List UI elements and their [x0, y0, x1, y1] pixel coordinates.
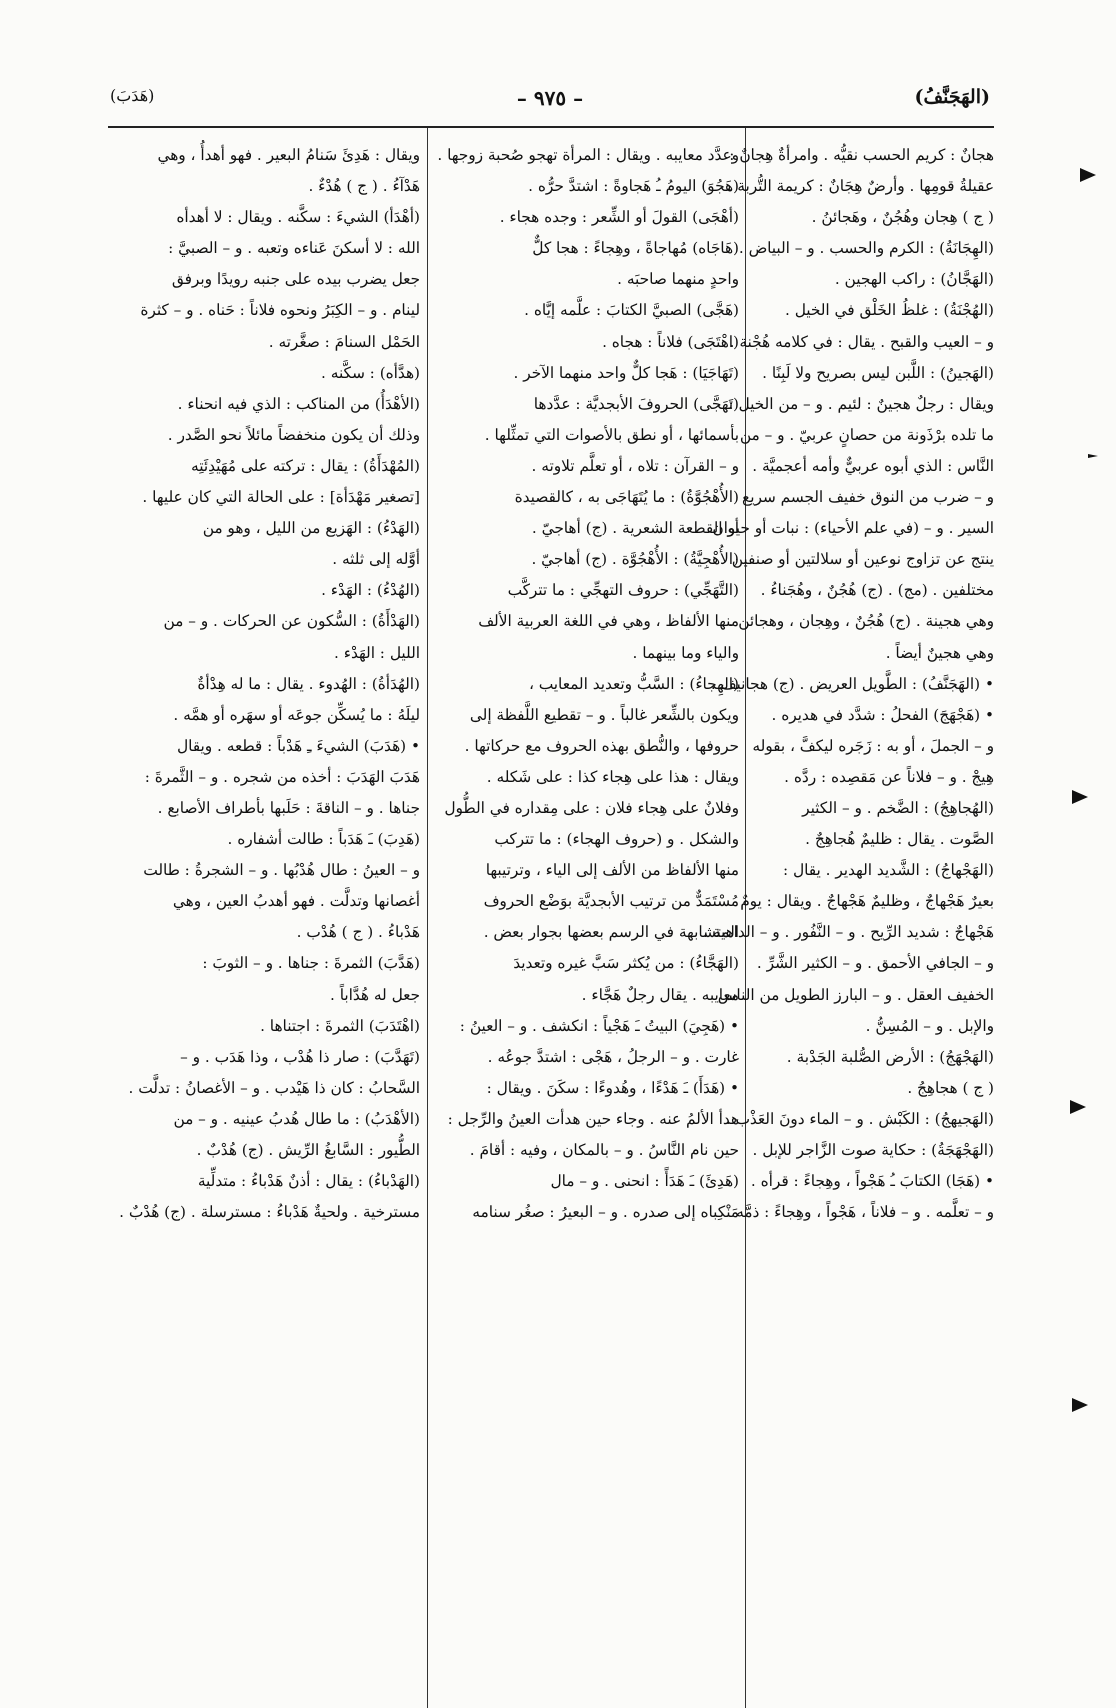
entry-line: وذلك أن يكون منخفضاً مائلاً نحو الصَّدر . — [167, 425, 420, 444]
entry-line: (الهِجَانَةُ) : الكرم والحسب . و – البياض . — [738, 239, 994, 258]
entry-line: (الهُدَأةُ) : الهُدوء . يقال : ما له هِدْأةٌ — [197, 674, 420, 693]
entry-line: (هَدِئَ) ـَ هَدَأً : انحنى . و – مال — [550, 1172, 739, 1191]
entry-line: (الهُدْءُ) : الهَدْء . — [321, 581, 420, 600]
entry-line: (هَجَّى) الصبيَّ الكتابَ : علَّمه إيَّاه . — [524, 301, 739, 320]
running-headword-end: (هَدَبَ) — [110, 86, 155, 105]
entry-line: (هَدِبَ) ـَ هَدَباً : طالت أشفاره . — [227, 830, 420, 849]
entry-line: ( ج ) هِجان وهُجُنٌ ، وهَجائنُ . — [811, 208, 994, 227]
column-right — [703, 140, 994, 1228]
entry-line: (الهَجْهَجُ) : الأرض الصُّلبة الجَدْبة . — [786, 1047, 994, 1066]
entry-line: النَّاس : الذي أبوه عربيٌّ وأمه أعجميَّة . — [752, 456, 994, 475]
column-divider — [427, 128, 428, 1708]
entry-line: ينتج عن تزاوج نوعين أو سلالتين أو صنفين — [731, 550, 994, 569]
entry-line: ويقال : هذا على هِجاء كذا : على شَكله . — [486, 767, 739, 786]
entry-line: • (هَجِيَ) البيتُ ـَ هَجْياً : انكشف . و – العينُ : — [459, 1016, 739, 1035]
entry-line: (هَاجَاه) مُهاجاةً ، وهِجاءً : هجا كلٌّ — [532, 239, 739, 258]
entry-line: (تَهَاجَيَا) : هَجا كلٌّ واحد منهما الآخر . — [513, 363, 739, 382]
entry-line: (اهْتَدَبَ) الثمرةَ : اجتناها . — [260, 1016, 420, 1035]
entry-line: جعل يضرب بيده على جنبه رويدًا وبرفق — [171, 270, 420, 289]
entry-line: حروفها ، والنُّطق بهذه الحروف مع حركاتها . — [464, 736, 739, 755]
entry-line: السَّحابُ : كان ذا هَيْدب . و – الأغصانُ : تدلَّت . — [128, 1078, 420, 1097]
entry-line: ما تلده برْذَونة من حصانٍ عربيّ . و – من — [739, 425, 994, 444]
entry-line: أغصانها وتدلَّت . فهو أهدبُ العين ، وهي — [172, 892, 420, 911]
entry-line: (هدَّأه) : سكَّنه . — [321, 363, 420, 382]
entry-line: والشكل . و (حروف الهجاء) : ما تتركب — [494, 830, 739, 849]
page-header — [110, 86, 990, 126]
entry-line: (أهْدَأ) الشيءَ : سكَّنه . ويقال : لا أهدأه — [176, 208, 420, 227]
entry-line: (الهِجاءُ) : السَّبُّ وتعديد المعايب ، — [528, 674, 739, 693]
entry-line: الله : لا أسكنَ عَناءه وتعبه . و – الصبيَّ : — [168, 239, 420, 258]
entry-line: • (هَدَبَ) الشيءَ ـِ هَدْباً : قطعه . ويقال — [177, 736, 420, 755]
entry-line: الصَّوت . يقال : ظليمٌ هُجاهِجٌ . — [805, 830, 994, 849]
entry-line: (هَجُوَ) اليومُ ـُ هَجاوةً : اشتدَّ حرُّه . — [528, 177, 739, 196]
entry-line: (تَهَدَّبَ) : صار ذا هُدْب ، وذا هَدَب . و – — [180, 1047, 420, 1066]
entry-line: • (هَدَأَ) ـَ هَدْءًا ، وهُدوءًا : سكَنَ . ويقال : — [486, 1078, 739, 1097]
entry-line: (الهَدْأَةُ) : السُّكون عن الحركات . و – من — [163, 612, 420, 631]
entry-line: بعيرٌ هَجْهاجٌ ، وظليمٌ هَجْهاجٌ . ويقال : يومٌ — [740, 892, 994, 911]
entry-line: بأسمائها ، أو نطق بالأصوات التي تمثِّلها . — [484, 425, 739, 444]
column-left — [110, 140, 420, 1228]
entry-line: ويقال : هَدِئَ سَنامُ البعير . فهو أهدأُ ، وهي — [157, 146, 420, 164]
entry-line: ويكون بالشِّعر غالباً . و – تقطيع اللَّفظة إلى — [469, 705, 739, 724]
header-rule — [108, 126, 994, 128]
entry-line: الخفيف العقل . و – البارز الطويل من الناس — [717, 985, 994, 1004]
entry-line: منها الألفاظ ، وهي في اللغة العربية الألف — [478, 612, 739, 631]
entry-line: هَجْهاجٌ : شديد الرِّيح . و – النَّفُور . و – الداهية . — [703, 923, 994, 942]
entry-line: لينام . و – الكِبَرُ ونحوه فلاناً : حَناه . و – كثرة — [140, 301, 420, 320]
entry-line: وفلانٌ على هِجاء فلان : على مِقداره في الطُّول — [444, 798, 739, 817]
entry-line: (الهَجينُ) : اللَّبن ليس بصريح ولا لَبِنًا . — [762, 363, 994, 382]
entry-line: (الهَدْءُ) : الهَزيع من الليل ، وهو من — [202, 519, 420, 538]
entry-line: أو القطعة الشعرية . (ج) أهاجيّ . — [531, 519, 739, 538]
entry-line: (الهَجْهَجَةُ) : حكاية صوت الزَّاجر للإبل . — [752, 1141, 994, 1159]
entry-line: هَدْآءُ . ( ج ) هُدْءٌ . — [308, 177, 420, 196]
entry-line: (الهُجاهِجُ) : الضَّخم . و – الكثير — [802, 798, 994, 817]
entry-line: السير . و – (في علم الأحياء) : نبات أو حيوان — [712, 519, 994, 538]
entry-line: (الهَجَّانُ) : راكب الهجين . — [834, 270, 994, 289]
margin-mark — [1072, 790, 1088, 804]
entry-line: (الهَجَّاءُ) : من يُكثر سَبَّ غيره وتعديدَ — [513, 954, 739, 973]
entry-line: أوَّله إلى ثلثه . — [332, 550, 420, 569]
margin-mark — [1080, 168, 1096, 182]
entry-line: [تصغير مَهْدَأة] : على الحالة التي كان عليها . — [142, 488, 420, 507]
column-middle — [433, 140, 739, 1228]
entry-line: وهي هجينة . (ج) هُجُنٌ ، وهِجان ، وهجائن . — [728, 612, 994, 631]
entry-line: • (الهَجَنَّفُ) : الطَّويل العريض . (ج) هجانيف . — [710, 674, 994, 693]
entry-line: المتشابهة في الرسم بعضها بجوار بعض . — [483, 923, 739, 942]
entry-line: ليلَهُ : ما يُسكِّن جوعَه أو سهَره أو همَّه . — [173, 705, 420, 724]
entry-line: (المُهْدَأَةُ) : يقال : تركته على مُهَيْدِئَتِه — [191, 456, 420, 475]
entry-line: حين نام النَّاسُ . و – بالمكان ، وفيه : أقامَ . — [469, 1141, 739, 1159]
entry-line: عقيلةُ قومِها . وأرضٌ هِجَانٌ : كريمة التُّربة . — [727, 177, 994, 196]
entry-line: (الهَدْباءُ) : يقال : أذنٌ هَدْباءُ : متدلِّية — [197, 1172, 420, 1191]
entry-line: جناها . و – الناقةَ : حَلَبها بأطراف الأصابع . — [157, 798, 420, 817]
entry-line: مسترخية . ولحيةٌ هَدْباءُ : مسترسلة . (ج) هُدْبٌ . — [119, 1203, 420, 1222]
entry-line: مختلفين . (مج) . (ج) هُجُنٌ ، وهُجَناءُ . — [760, 581, 994, 600]
entry-line: و – تعلَّمه . و – فلاناً ، هَجْواً ، وهِجاءً : ذمَّه — [736, 1203, 994, 1222]
entry-line: هجانٌ : كريم الحسب نقيُّه . وامرأةٌ هِجانٌ : — [729, 146, 994, 164]
entry-line: و – الجافي الأحمق . و – الكثير الشَّرِّ . — [756, 954, 994, 973]
entry-line: مَنْكِباه إلى صدره . و – البعيرُ : صغُر سنامه — [472, 1203, 739, 1222]
entry-line: (تَهَجَّى) الحروفَ الأبجديَّة : عدَّدها — [533, 394, 739, 413]
entry-line: • (هَجَا) الكتابَ ـُ هَجْواً ، وهِجاءً : قرأه . — [750, 1172, 994, 1191]
margin-mark — [1088, 454, 1098, 458]
entry-line: (التَّهَجِّي) : حروف التهجِّي : ما تتركَّب — [507, 581, 739, 600]
entry-line: غارت . و – الرجلُ ، هَجْى : اشتدَّ جوعُه . — [487, 1047, 739, 1066]
entry-line: (أهْجَى) القولَ أو الشِّعر : وجده هجاء . — [499, 208, 739, 227]
entry-line: ويقال : رجلٌ هجينٌ : لئيم . و – من الخيل : — [728, 394, 994, 413]
entry-line: (هَدَّبَ) الثمرةَ : جناها . و – الثوبَ : — [202, 954, 420, 973]
entry-line: هَدَبَ الهَدَبَ : أخذه من شجره . و – الثَّمرةَ : — [144, 767, 420, 786]
entry-line: (الأُهْجُوَّةُ) : ما يُتَهَاجَى به ، كالقصيدة — [514, 488, 739, 507]
entry-line: وعدَّد معايبه . ويقال : المرأة تهجو صُحبة زوجها . — [437, 146, 739, 164]
entry-line: (الهَجيهجُ) : الكَبْش . و – الماء دونَ العَذْب . — [725, 1109, 994, 1128]
entry-line: (الأهْدَبُ) : ما طال هُدبُ عينيه . و – من — [173, 1109, 420, 1128]
entry-line: مُسْتَمَدٌّ من ترتيب الأبجديَّة بوَضْع الحروف — [483, 892, 739, 911]
entry-line: والياء وما بينهما . — [632, 643, 739, 662]
margin-mark — [1072, 1398, 1088, 1412]
entry-line: و – العيب والقبح . يقال : في كلامه هُجْنة . — [729, 332, 994, 351]
entry-line: (الأهْدَأُ) من المناكب : الذي فيه انحناء . — [177, 394, 420, 413]
entry-line: الطُّيور : السَّابغُ الرِّيش . (ج) هُدْبٌ . — [196, 1141, 420, 1159]
entry-line: هَدْباءُ . ( ج ) هُدْب . — [296, 923, 420, 942]
running-headword-start: (الهَجَنَّفُ) — [914, 86, 990, 108]
entry-line: و – الجملَ ، أو به : زَجَره ليكفَّ ، بقوله — [752, 736, 994, 755]
entry-line: الليل : الهَدْء . — [334, 643, 420, 662]
entry-line: منها الألفاظ من الألف إلى الياء ، وترتيبها — [485, 861, 739, 880]
entry-line: و – العينُ : طال هُدْبُها . و – الشجرةُ : طالت — [143, 861, 420, 880]
entry-line: هدأ الألمُ عنه . وجاء حين هدأت العينُ والرِّجل : — [447, 1109, 739, 1128]
entry-line: معايبه . يقال رجلٌ هَجَّاء . — [581, 985, 739, 1004]
entry-line: الحَمْل السنامَ : صغَّرته . — [268, 332, 420, 351]
entry-line: والإبل . و – المُسِنُّ . — [865, 1016, 994, 1035]
entry-line: ( ج ) هجاهِجُ . — [907, 1078, 994, 1097]
entry-line: و – ضرب من النوق خفيف الجسم سريع — [742, 488, 994, 507]
entry-line: هِيجْ . و – فلاناً عن مَقصِده : ردَّه . — [784, 767, 994, 786]
entry-line: (الهَجْهاجُ) : الشَّديد الهدير . يقال : — [782, 861, 994, 880]
entry-line: (الأُهْجِيَّةُ) : الأُهْجُوَّة . (ج) أهاجيّ . — [531, 550, 739, 569]
entry-line: (الهُجْنَةُ) : غلظُ الخَلْق في الخيل . — [784, 301, 994, 320]
entry-line: وهي هجينٌ أيضاً . — [885, 643, 994, 662]
entry-line: جعل له هُدَّاباً . — [330, 985, 420, 1004]
entry-line: واحدٍ منهما صاحبَه . — [617, 270, 739, 289]
entry-line: و – القرآن : تلاه ، أو تعلَّم تلاوته . — [531, 456, 739, 475]
margin-mark — [1070, 1100, 1086, 1114]
entry-line: (اهْتَجَى) فلاناً : هجاه . — [602, 332, 739, 351]
page-number: – ٩٧٥ – — [516, 86, 584, 110]
entry-line: • (هَجْهَجَ) الفحلُ : شدَّد في هديره . — [771, 705, 994, 724]
